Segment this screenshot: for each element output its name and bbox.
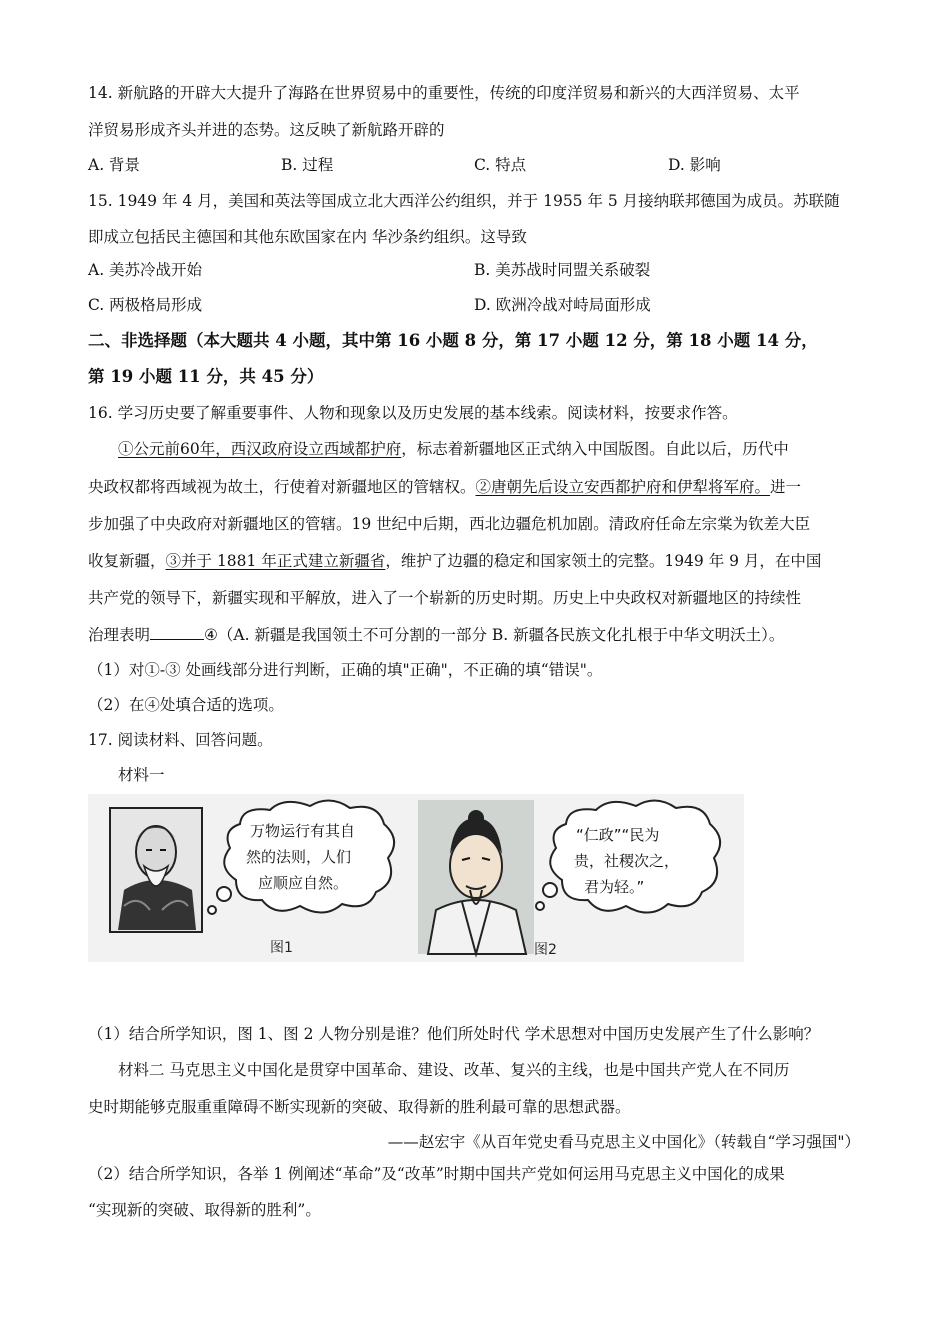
q16-material-line6-b: ④（A. 新疆是我国领土不可分割的一部分 B. 新疆各民族文化扎根于中华文明沃土）。 (204, 626, 785, 644)
q16-stem: 16. 学习历史要了解重要事件、人物和现象以及历史发展的基本线索。阅读材料，按要求作答。 (88, 404, 738, 422)
q15-option-a: A. 美苏冷战开始 (88, 261, 203, 279)
q15-option-b: B. 美苏战时同盟关系破裂 (474, 261, 651, 279)
q17-material2-line1: 材料二 马克思主义中国化是贯穿中国革命、建设、改革、复兴的主线，也是中国共产党人在不同历 (118, 1061, 790, 1079)
bubble1-line2: 然的法则，人们 (246, 848, 352, 866)
section2-heading-line1: 二、非选择题（本大题共 4 小题，其中第 16 小题 8 分，第 17 小题 12 分，第 18 小题 14 分， (88, 331, 818, 350)
q16-underline-2: ②唐朝先后设立安西都护府和伊犁将军府。 (475, 478, 771, 496)
q16-underline-3: ③并于 1881 年正式建立新疆省 (165, 552, 386, 570)
section2-heading-line2: 第 19 小题 11 分，共 45 分） (88, 367, 324, 386)
q14-option-c: C. 特点 (474, 156, 527, 174)
q14-stem-line2: 洋贸易形成齐头并进的态势。这反映了新航路开辟的 (88, 121, 445, 139)
bubble1-line1: 万物运行有其自 (250, 822, 356, 840)
q16-material-line2 (88, 477, 801, 497)
q15-stem-line1: 15. 1949 年 4 月，美国和英法等国成立北大西洋公约组织，并于 1955 年 5 月接纳联邦德国为成员。苏联随 (88, 192, 840, 210)
bubble1-line3: 应顺应自然。 (258, 874, 349, 892)
q17-subquestion-2-line1: （2）结合所学知识，各举 1 例阐述“革命”及“改革”时期中国共产党如何运用马克思主义中国化的成果 (88, 1165, 785, 1183)
q16-material-line6-a: 治理表明 (88, 626, 151, 644)
bubble2-line3: 君为轻。” (584, 878, 645, 896)
q17-material2-source: ——赵宏宇《从百年党史看马克思主义中国化》（转载自“学习强国"） (387, 1133, 860, 1151)
q14-option-d: D. 影响 (668, 156, 721, 174)
q17-stem: 17. 阅读材料、回答问题。 (88, 731, 273, 749)
q15-option-d: D. 欧洲冷战对峙局面形成 (474, 296, 651, 314)
thought-bubble-2 (536, 800, 720, 912)
q16-underline-1: ①公元前60年，西汉政府设立西域都护府 (118, 440, 402, 458)
q16-material-line1-rest: ，标志着新疆地区正式纳入中国版图。自此以后，历代中 (401, 440, 789, 458)
q17-material2-line2: 史时期能够克服重重障碍不断实现新的突破、取得新的胜利最可靠的思想武器。 (88, 1098, 631, 1116)
q14-option-b: B. 过程 (281, 156, 334, 174)
figure-illustration (88, 794, 744, 962)
figure1-label: 图1 (270, 940, 293, 956)
bubble2-line1: “仁政”“民为 (576, 826, 660, 844)
q15-option-c: C. 两极格局形成 (88, 296, 203, 314)
bubble2-line2: 贵，社稷次之， (574, 852, 680, 870)
q16-material-line2-a: 央政权都将西域视为故土，行使着对新疆地区的管辖权。 (88, 478, 476, 496)
q16-material-line3: 步加强了中央政府对新疆地区的管辖。19 世纪中后期，西北边疆危机加剧。清政府任命左宗棠为钦差大臣 (88, 515, 811, 533)
q16-subquestion-2: （2）在④处填合适的选项。 (88, 696, 284, 714)
material1-figure (88, 794, 744, 962)
answer-blank[interactable] (150, 624, 204, 640)
q16-subquestion-1: （1）对①-③ 处画线部分进行判断，正确的填"正确"，不正确的填“错误"。 (88, 661, 603, 679)
q15-stem-line2: 即成立包括民主德国和其他东欧国家在内 华沙条约组织。这导致 (88, 228, 527, 246)
q16-material-line6 (88, 624, 784, 645)
thought-bubble-1 (208, 800, 394, 914)
q17-material1-label: 材料一 (118, 766, 165, 784)
laozi-portrait (110, 808, 202, 932)
q17-subquestion-2-line2: “实现新的突破、取得新的胜利”。 (88, 1201, 321, 1219)
q16-material-line5: 共产党的领导下，新疆实现和平解放，进入了一个崭新的历史时期。历史上中央政权对新疆地区的持续性 (88, 589, 802, 607)
q14-option-a: A. 背景 (88, 156, 141, 174)
q16-material-line4 (88, 551, 821, 571)
q16-material-line1 (118, 439, 789, 459)
q16-material-line2-b: 进一 (770, 478, 802, 496)
figure2-label: 图2 (534, 942, 557, 958)
q17-subquestion-1: （1）结合所学知识，图 1、图 2 人物分别是谁？他们所处时代 学术思想对中国历史发展产生了什么影响？ (88, 1025, 820, 1043)
q16-material-line4-b: ，维护了边疆的稳定和国家领土的完整。1949 年 9 月，在中国 (385, 552, 822, 570)
q14-stem-line1: 14. 新航路的开辟大大提升了海路在世界贸易中的重要性，传统的印度洋贸易和新兴的大西洋贸易、太平 (88, 84, 800, 102)
mencius-portrait (418, 800, 534, 954)
q16-material-line4-a: 收复新疆， (88, 552, 166, 570)
